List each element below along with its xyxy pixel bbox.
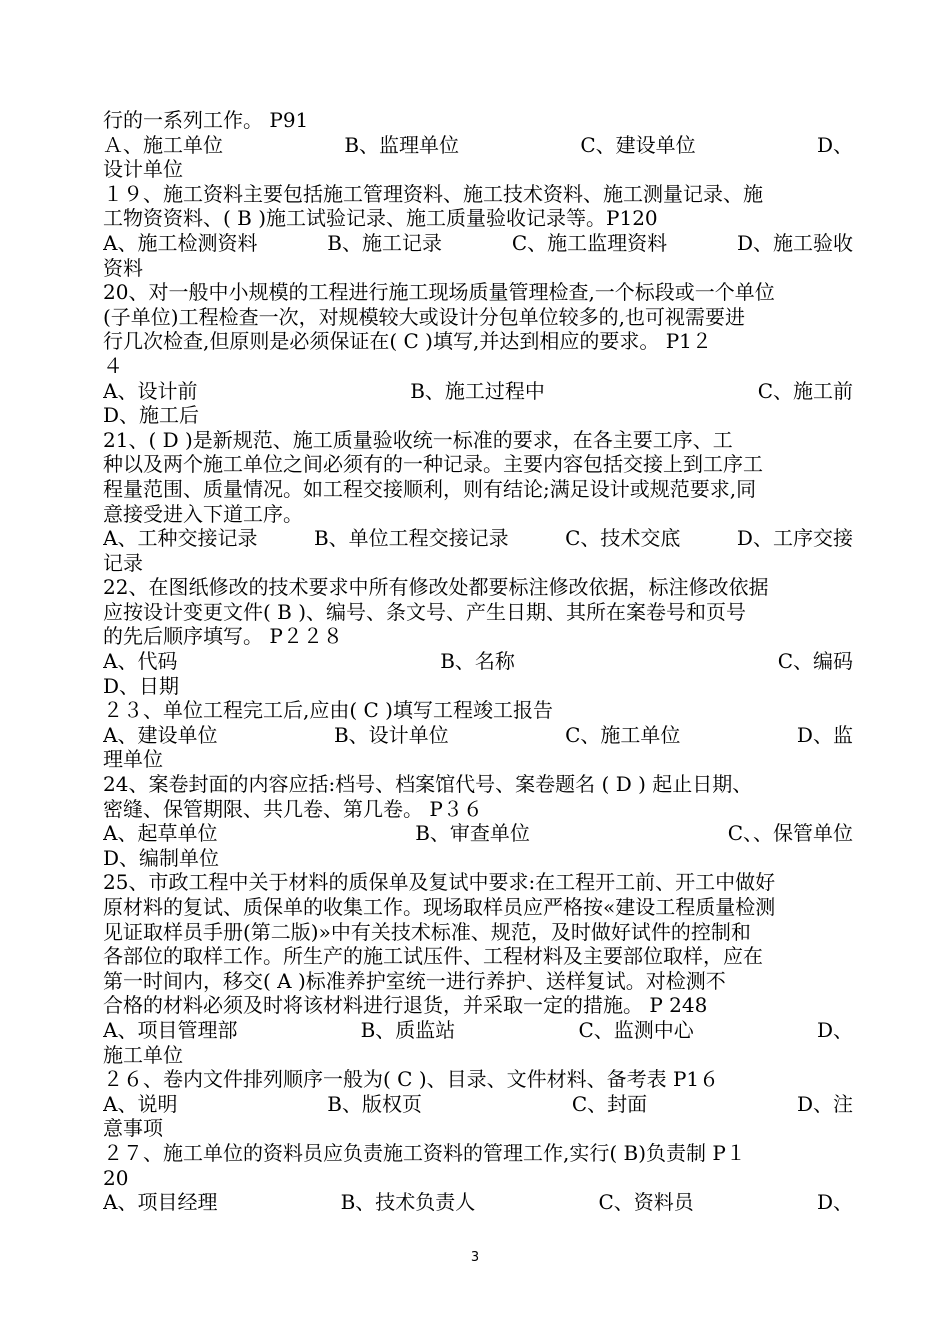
answer-option: A、项目管理部 (103, 1017, 238, 1042)
text-line: 工物资资料、( B )施工试验记录、施工质量验收记录等。P120 (103, 206, 658, 231)
answer-option: A、施工检测资料 (103, 230, 258, 255)
answer-options-line (103, 133, 853, 158)
text-line: 原材料的复试、质保单的收集工作。现场取样员应严格按«建设工程质量检测 (103, 895, 776, 919)
answer-options-line (103, 649, 853, 674)
answer-option: B、技术负责人 (340, 1190, 476, 1215)
text-line: 记录 (103, 550, 143, 575)
text-line: 22、在图纸修改的技术要求中所有修改处都要标注修改依据，标注修改依据 (103, 575, 769, 600)
answer-option: A、建设单位 (103, 722, 218, 747)
answer-option: C、建设单位 (580, 132, 696, 157)
answer-option: C、施工单位 (565, 722, 681, 747)
answer-option: A、设计前 (103, 378, 198, 403)
text-line: 意事项 (103, 1116, 163, 1141)
text-line: 密缝、保管期限、共几卷、第几卷。 P３６ (103, 796, 483, 821)
answer-option: C、监测中心 (578, 1017, 694, 1042)
answer-option: B、单位工程交接记录 (313, 526, 509, 551)
text-line: 资料 (103, 255, 143, 280)
answer-options-line (103, 821, 853, 846)
text-line: ４ (103, 353, 123, 378)
answer-option: B、施工记录 (327, 230, 442, 255)
text-line: 应按设计变更文件( B )、编号、条文号、产生日期、其所在案卷号和页号 (103, 599, 747, 624)
answer-option: B、审查单位 (415, 821, 530, 846)
answer-option: C、施工监理资料 (511, 230, 668, 255)
answer-option: D、工序交接 (736, 526, 853, 551)
answer-option: B、名称 (440, 649, 515, 674)
answer-option: A、说明 (103, 1091, 178, 1116)
text-line: 意接受进入下道工序。 (103, 501, 303, 526)
text-line: D、编制单位 (103, 845, 220, 870)
answer-options-line (103, 231, 853, 256)
text-line: 合格的材料必须及时将该材料进行退货，并采取一定的措施。 P 248 (103, 993, 708, 1018)
answer-options-line (103, 723, 853, 748)
text-line: 理单位 (103, 747, 163, 772)
text-line: ２６、卷内文件排列顺序一般为( C )、目录、文件材料、备考表 P1６ (103, 1067, 720, 1092)
answer-option: B、设计单位 (333, 722, 449, 747)
answer-option: D、施工验收 (736, 230, 853, 255)
text-line: 各部位的取样工作。所生产的施工试压件、工程材料及主要部位取样，应在 (103, 944, 763, 969)
text-line: 的先后顺序填写。 P２２８ (103, 624, 343, 649)
answer-option: C、技术交底 (565, 526, 681, 551)
answer-option: B、监理单位 (344, 132, 460, 157)
answer-option: A、项目经理 (103, 1190, 218, 1215)
answer-option: C、、保管单位 (727, 821, 853, 846)
text-line: D、施工后 (103, 403, 200, 428)
text-line: ２３、单位工程完工后,应由( C )填写工程竣工报告 (103, 698, 553, 723)
answer-option: C、封面 (571, 1091, 648, 1116)
answer-options-line (103, 526, 853, 551)
text-line: 20 (103, 1165, 129, 1190)
text-line: １９、施工资料主要包括施工管理资料、施工技术资料、施工测量记录、施 (103, 181, 763, 206)
answer-option: C、编码 (777, 649, 853, 674)
answer-option: B、施工过程中 (410, 378, 545, 403)
text-line: 程量范围、质量情况。如工程交接顺利，则有结论;满足设计或规范要求,同 (103, 476, 757, 501)
text-line: 24、案卷封面的内容应括:档号、档案馆代号、案卷题名 ( D ) 起止日期、 (103, 772, 753, 797)
text-line: 见证取样员手册(第二版)»中有关技术标准、规范，及时做好试件的控制和 (103, 919, 751, 944)
answer-option: D、监 (796, 722, 853, 747)
answer-option: D、 (816, 132, 853, 157)
text-line: D、日期 (103, 673, 180, 698)
page-number: 3 (470, 1250, 480, 1265)
answer-option: B、质监站 (360, 1017, 456, 1042)
text-line: 种以及两个施工单位之间必须有的一种记录。主要内容包括交接上到工序工 (103, 452, 763, 477)
answer-option: A、起草单位 (103, 821, 218, 846)
answer-options-line (103, 1092, 853, 1117)
answer-option: D、 (816, 1017, 853, 1042)
text-line: 第一时间内，移交( A )标准养护室统一进行养护、送样复试。对检测不 (103, 968, 726, 993)
text-line: 20、对一般中小规模的工程进行施工现场质量管理检查,一个标段或一个单位 (103, 280, 775, 305)
text-line: 行几次检查,但原则是必须保证在( C )填写,并达到相应的要求。 P1２ (103, 329, 712, 354)
text-line: (子单位)工程检查一次，对规模较大或设计分包单位较多的,也可视需要进 (103, 304, 745, 329)
answer-option: D、 (816, 1190, 853, 1215)
answer-option: C、施工前 (757, 378, 853, 403)
answer-option: A、代码 (103, 649, 178, 674)
text-line: 设计单位 (103, 157, 183, 182)
answer-option: C、资料员 (598, 1190, 694, 1215)
document-body (103, 108, 853, 1215)
answer-option: B、版权页 (327, 1091, 422, 1116)
answer-option: Ａ、施工单位 (103, 132, 223, 157)
text-line: 25、市政工程中关于材料的质保单及复试中要求:在工程开工前、开工中做好 (103, 870, 776, 895)
answer-options-line (103, 379, 853, 404)
text-line: 施工单位 (103, 1042, 183, 1067)
answer-option: D、注 (796, 1091, 853, 1116)
text-line: 行的一系列工作。 P91 (103, 108, 309, 132)
answer-options-line (103, 1018, 853, 1043)
answer-options-line (103, 1190, 853, 1215)
text-line: ２７、施工单位的资料员应负责施工资料的管理工作,实行( B)负责制 P１ (103, 1140, 746, 1165)
answer-option: A、工种交接记录 (103, 526, 258, 551)
text-line: 21、( D )是新规范、施工质量验收统一标准的要求，在各主要工序、工 (103, 427, 733, 452)
